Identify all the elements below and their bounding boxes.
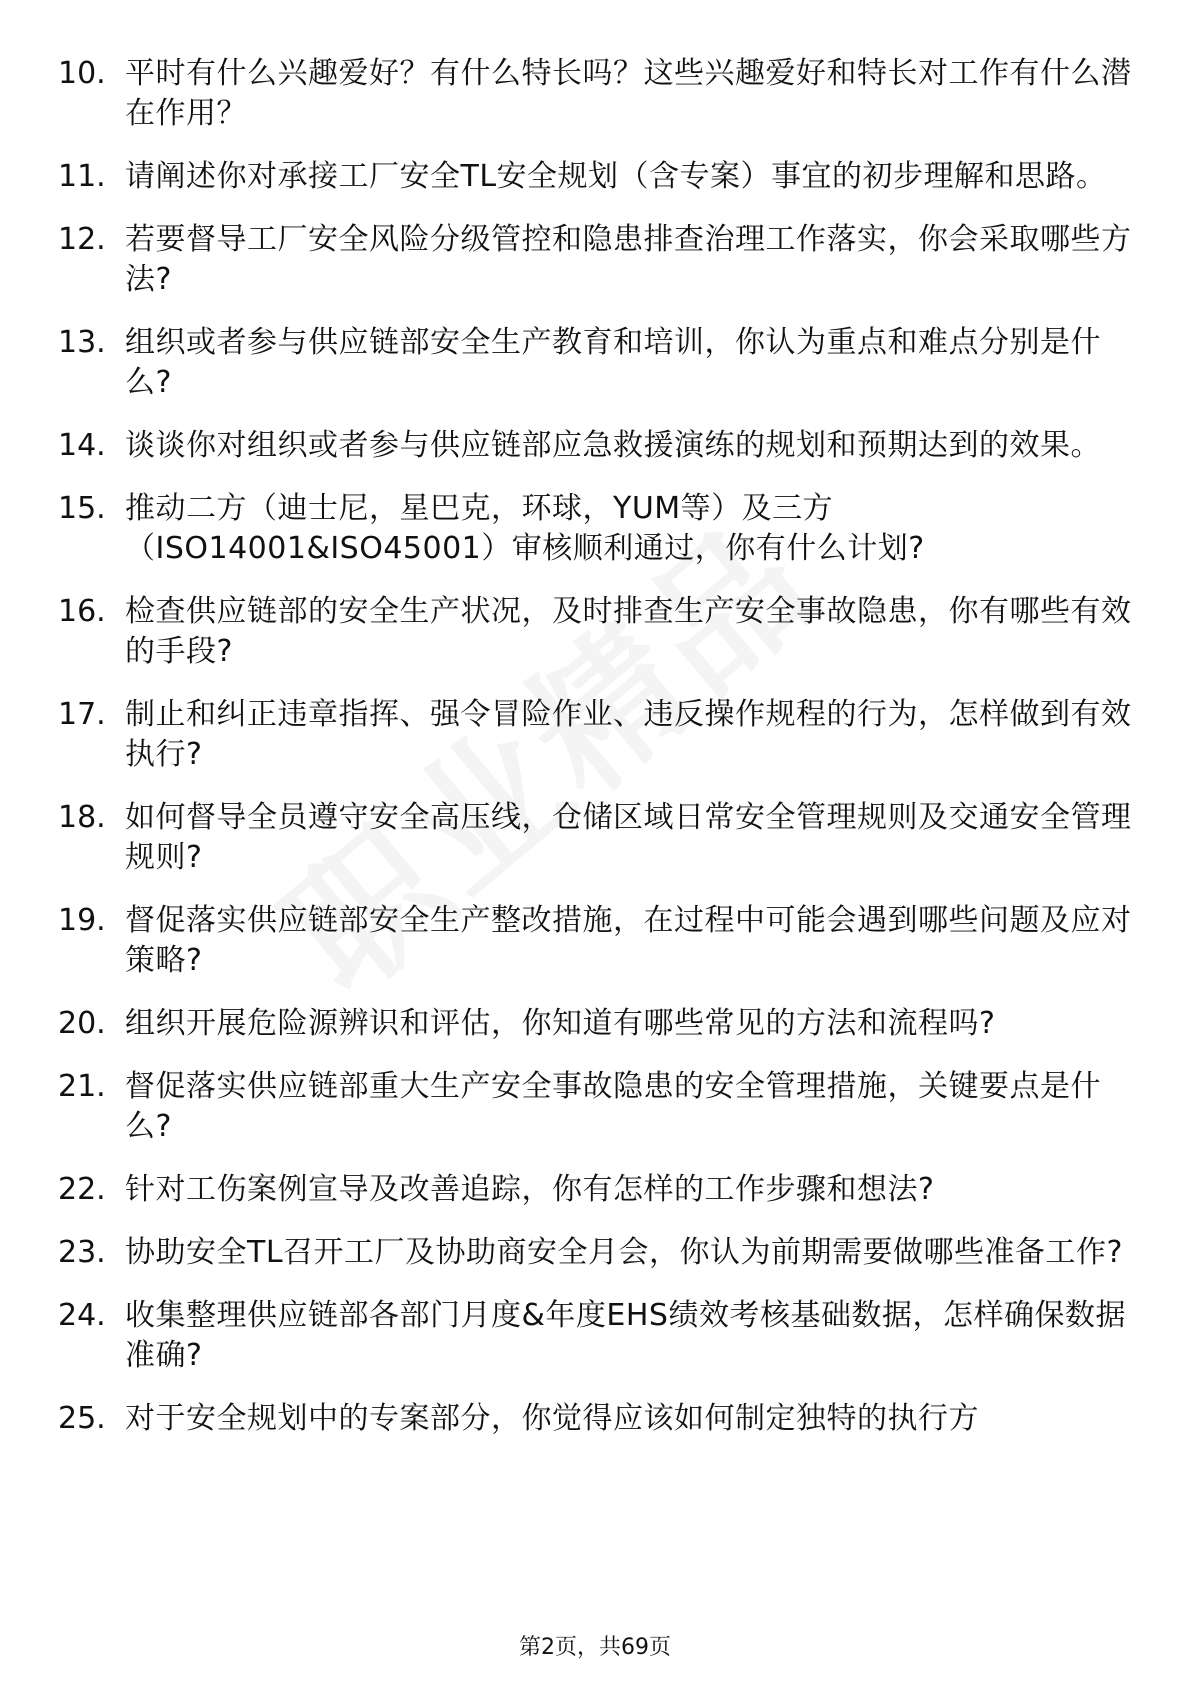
question-number: 20. (58, 1006, 106, 1041)
question-number: 16. (58, 594, 106, 629)
question-number: 17. (58, 697, 106, 732)
page-footer (0, 1634, 1190, 1662)
question-number: 19. (58, 903, 106, 938)
question-number: 23. (58, 1235, 106, 1270)
question-item (58, 1067, 1138, 1147)
question-number: 14. (58, 428, 106, 463)
question-number: 13. (58, 325, 106, 360)
question-text: 如何督导全员遵守安全高压线，仓储区域日常安全管理规则及交通安全管理规则? (125, 800, 1132, 875)
question-text: 协助安全TL召开工厂及协助商安全月会，你认为前期需要做哪些准备工作? (125, 1235, 1123, 1270)
question-text: 平时有什么兴趣爱好？有什么特长吗？这些兴趣爱好和特长对工作有什么潜在作用？ (125, 56, 1132, 131)
question-text: 对于安全规划中的专案部分，你觉得应该如何制定独特的执行方 (125, 1401, 979, 1436)
question-item (58, 1399, 1138, 1439)
question-text: 推动二方（迪士尼，星巴克，环球，YUM等）及三方（ISO14001&ISO45001）审核顺利通过，你有什么计划? (125, 491, 925, 566)
question-number: 21. (58, 1069, 106, 1104)
question-text: 针对工伤案例宣导及改善追踪，你有怎样的工作步骤和想法? (125, 1172, 935, 1207)
question-item (58, 798, 1138, 878)
question-item (58, 1004, 1138, 1044)
question-text: 制止和纠正违章指挥、强令冒险作业、违反操作规程的行为，怎样做到有效执行? (125, 697, 1132, 772)
question-text: 收集整理供应链部各部门月度&年度EHS绩效考核基础数据，怎样确保数据准确? (125, 1298, 1126, 1373)
question-number: 25. (58, 1401, 106, 1436)
question-text: 督促落实供应链部安全生产整改措施，在过程中可能会遇到哪些问题及应对策略? (125, 903, 1132, 978)
question-number: 12. (58, 222, 106, 257)
question-item (58, 695, 1138, 775)
question-item (58, 1233, 1138, 1273)
question-number: 10. (58, 56, 106, 91)
question-text: 组织或者参与供应链部安全生产教育和培训，你认为重点和难点分别是什么? (125, 325, 1101, 400)
question-text: 督促落实供应链部重大生产安全事故隐患的安全管理措施，关键要点是什么? (125, 1069, 1101, 1144)
question-item (58, 489, 1138, 569)
question-text: 检查供应链部的安全生产状况，及时排查生产安全事故隐患，你有哪些有效的手段? (125, 594, 1132, 669)
question-item (58, 157, 1138, 197)
question-text: 若要督导工厂安全风险分级管控和隐患排查治理工作落实，你会采取哪些方法? (125, 222, 1132, 297)
question-item (58, 1170, 1138, 1210)
question-number: 15. (58, 491, 106, 526)
question-item (58, 220, 1138, 300)
question-item (58, 592, 1138, 672)
question-number: 24. (58, 1298, 106, 1333)
question-item (58, 323, 1138, 403)
question-item (58, 901, 1138, 981)
page-number: 第2页，共69页 (519, 1635, 671, 1660)
question-list (58, 54, 1138, 1462)
question-text: 谈谈你对组织或者参与供应链部应急救援演练的规划和预期达到的效果。 (125, 428, 1101, 463)
question-number: 11. (58, 159, 106, 194)
question-text: 请阐述你对承接工厂安全TL安全规划（含专案）事宜的初步理解和思路。 (125, 159, 1107, 194)
question-text: 组织开展危险源辨识和评估，你知道有哪些常见的方法和流程吗? (125, 1006, 996, 1041)
question-number: 18. (58, 800, 106, 835)
question-item (58, 1296, 1138, 1376)
question-item (58, 426, 1138, 466)
question-number: 22. (58, 1172, 106, 1207)
question-item (58, 54, 1138, 134)
